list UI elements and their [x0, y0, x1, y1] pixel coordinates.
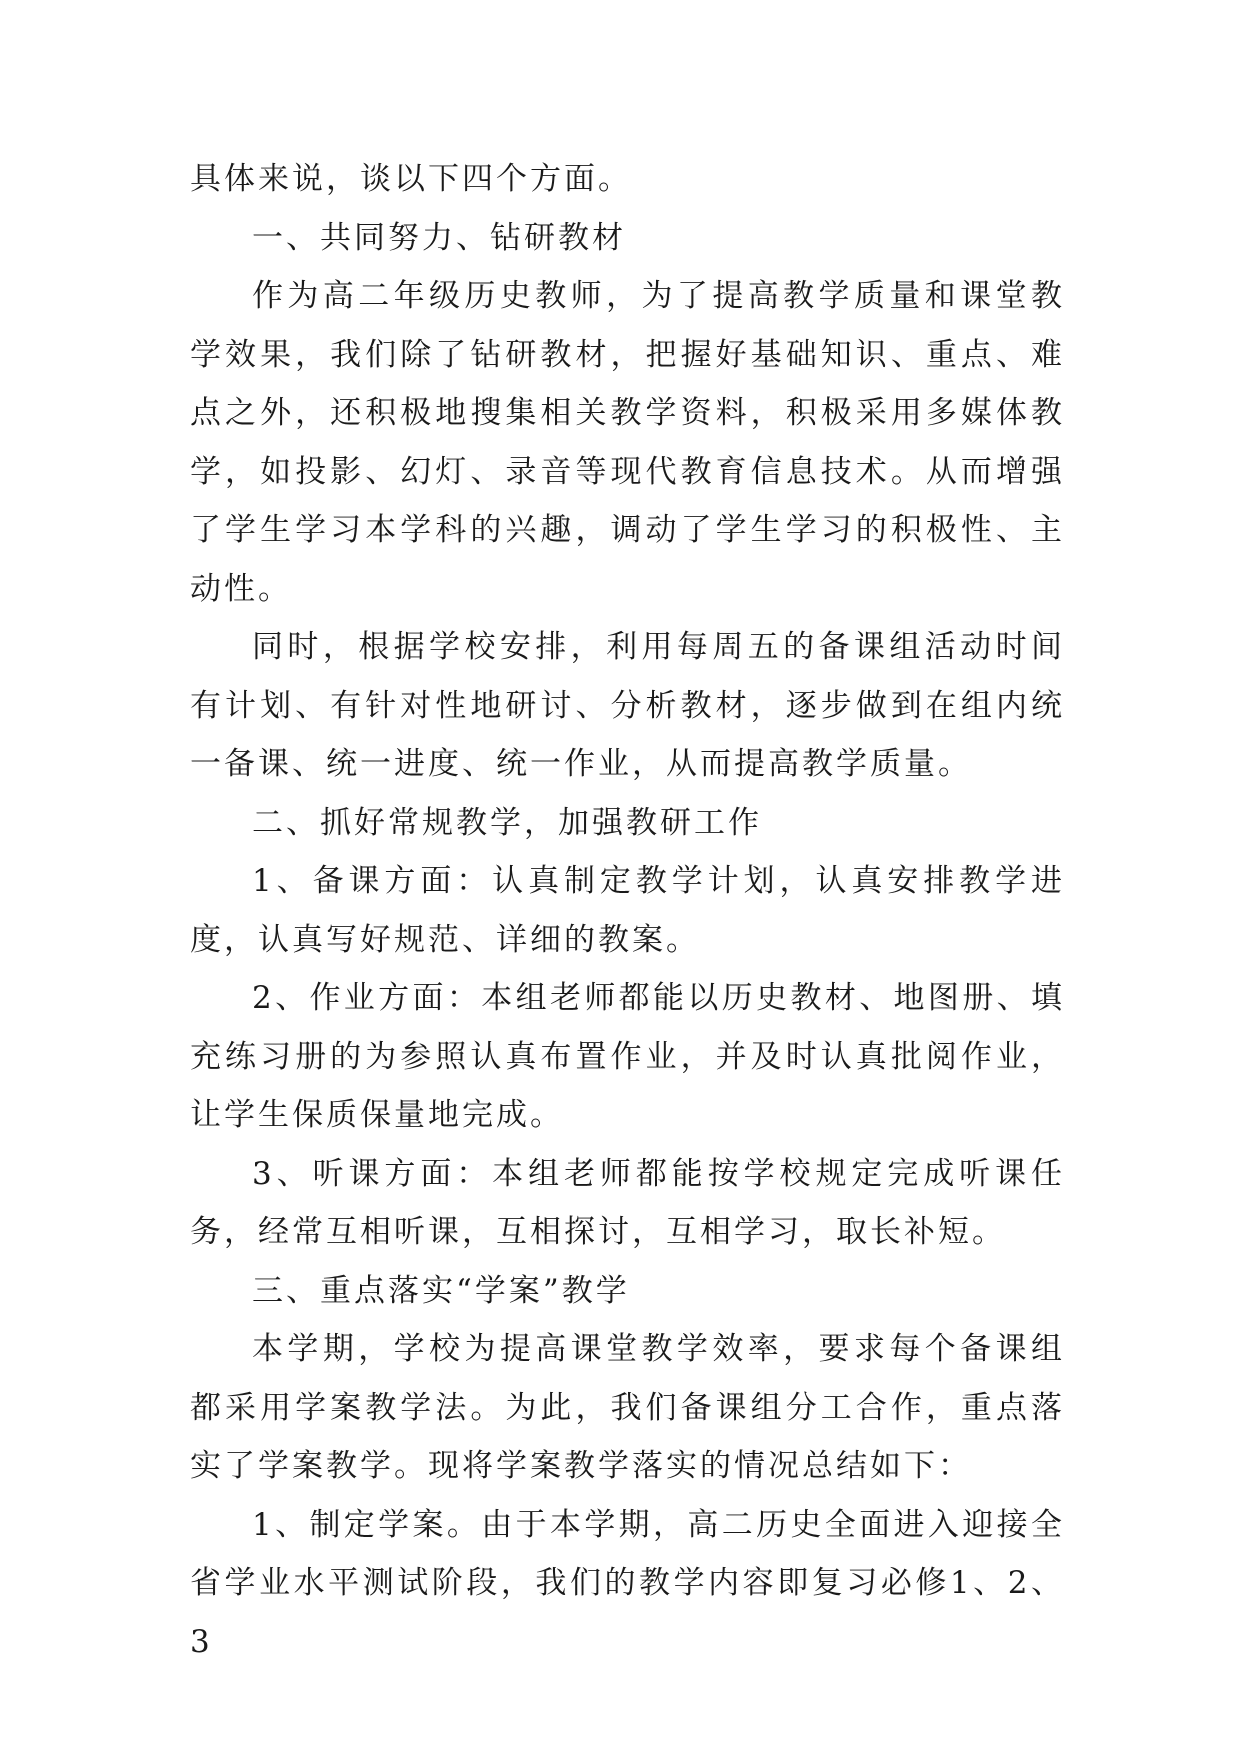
paragraph-study-guide-method: 本学期，学校为提高课堂教学效率，要求每个备课组都采用学案教学法。为此，我们备课组分工合作，重点落实了学案教学。现将学案教学落实的情况总结如下：	[190, 1331, 1065, 1484]
paragraph-intro: 具体来说，谈以下四个方面。	[190, 161, 632, 197]
document-body	[190, 150, 1065, 1671]
section-heading-3: 三、重点落实“学案”教学	[252, 1272, 630, 1309]
section-heading-1: 一、共同努力、钻研教材	[252, 219, 626, 256]
paragraph-homework: 2、作业方面：本组老师都能以历史教材、地图册、填充练习册的为参照认真布置作业，并及时认真批阅作业，让学生保质保量地完成。	[190, 980, 1065, 1133]
paragraph-lesson-observation: 3、听课方面：本组老师都能按学校规定完成听课任务，经常互相听课，互相探讨，互相学习，取长补短。	[190, 1155, 1065, 1250]
section-heading-2: 二、抓好常规教学，加强教研工作	[252, 804, 762, 841]
paragraph-lesson-planning: 1、备课方面：认真制定教学计划，认真安排教学进度，认真写好规范、详细的教案。	[190, 863, 1065, 958]
paragraph-teaching-materials: 作为高二年级历史教师，为了提高教学质量和课堂教学效果，我们除了钻研教材，把握好基础知识、重点、难点之外，还积极地搜集相关教学资料，积极采用多媒体教学，如投影、幻灯、录音等现代教育信息技术。从而增强了学生学习本学科的兴趣，调动了学生学习的积极性、主动性。	[190, 278, 1065, 607]
paragraph-lesson-prep-group: 同时，根据学校安排，利用每周五的备课组活动时间有计划、有针对性地研讨、分析教材，逐步做到在组内统一备课、统一进度、统一作业，从而提高教学质量。	[190, 629, 1065, 782]
paragraph-study-guide-creation: 1、制定学案。由于本学期，高二历史全面进入迎接全省学业水平测试阶段，我们的教学内容即复习必修1、2、3	[190, 1506, 1065, 1660]
